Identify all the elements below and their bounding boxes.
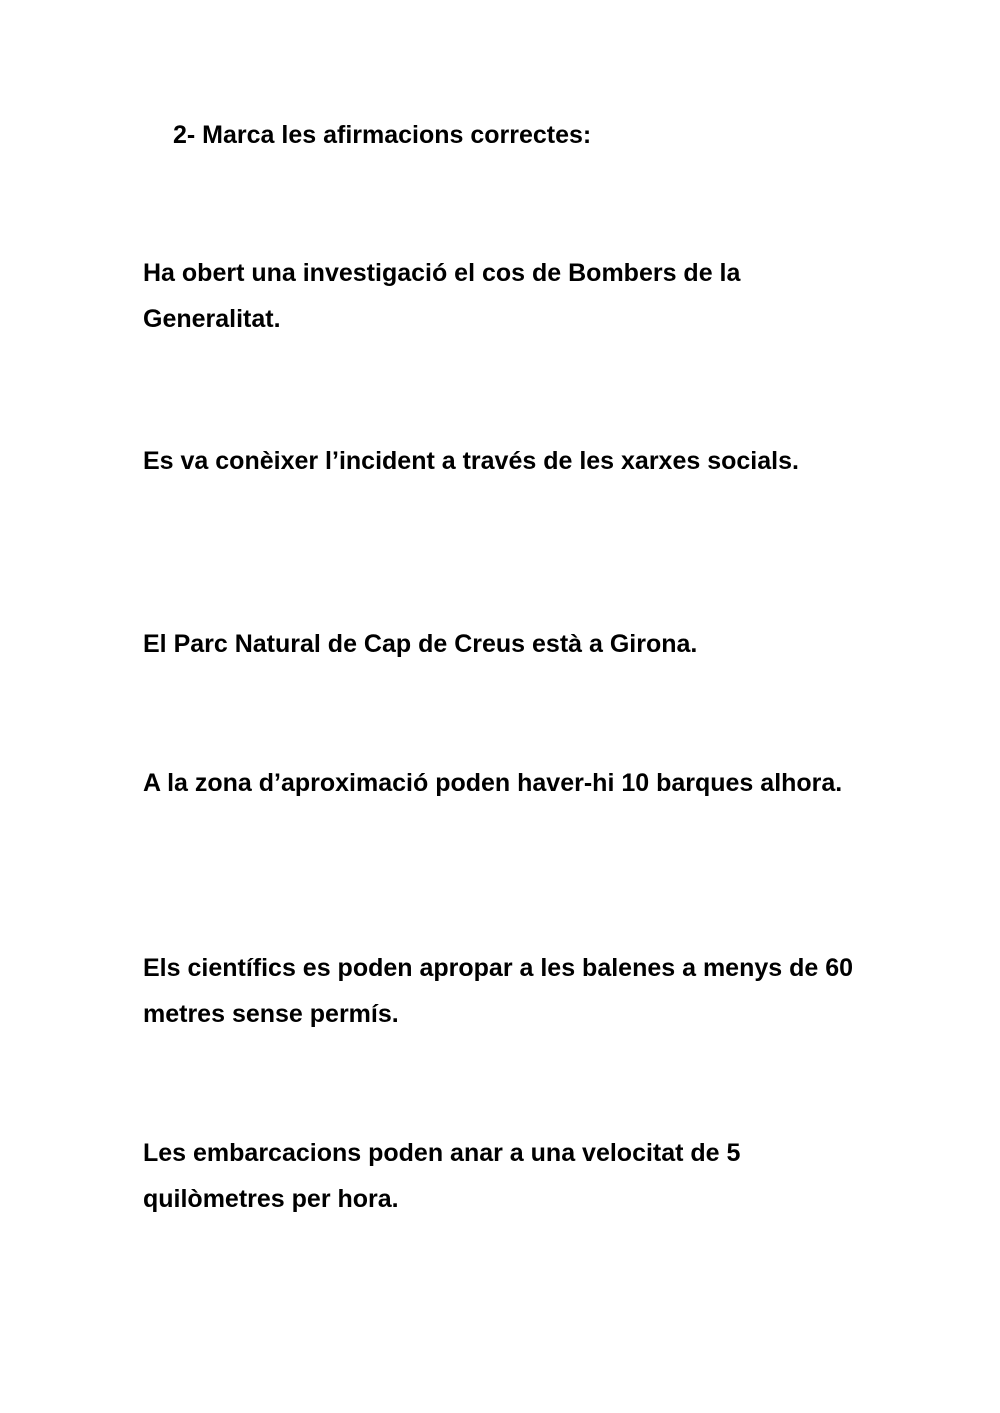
statement-3[interactable]: El Parc Natural de Cap de Creus està a Girona.: [143, 630, 698, 658]
statement-1[interactable]: Ha obert una investigació el cos de Bombers de la Generalitat.: [143, 259, 741, 333]
statement-2[interactable]: Es va conèixer l’incident a través de les xarxes socials.: [143, 447, 799, 475]
statement-5[interactable]: Els científics es poden apropar a les balenes a menys de 60 metres sense permís.: [143, 954, 854, 1028]
statement-4[interactable]: A la zona d’aproximació poden haver-hi 10 barques alhora.: [143, 769, 843, 797]
question-heading: 2- Marca les afirmacions correctes:: [173, 121, 592, 149]
statement-6[interactable]: Les embarcacions poden anar a una velocitat de 5 quilòmetres per hora.: [143, 1139, 741, 1213]
